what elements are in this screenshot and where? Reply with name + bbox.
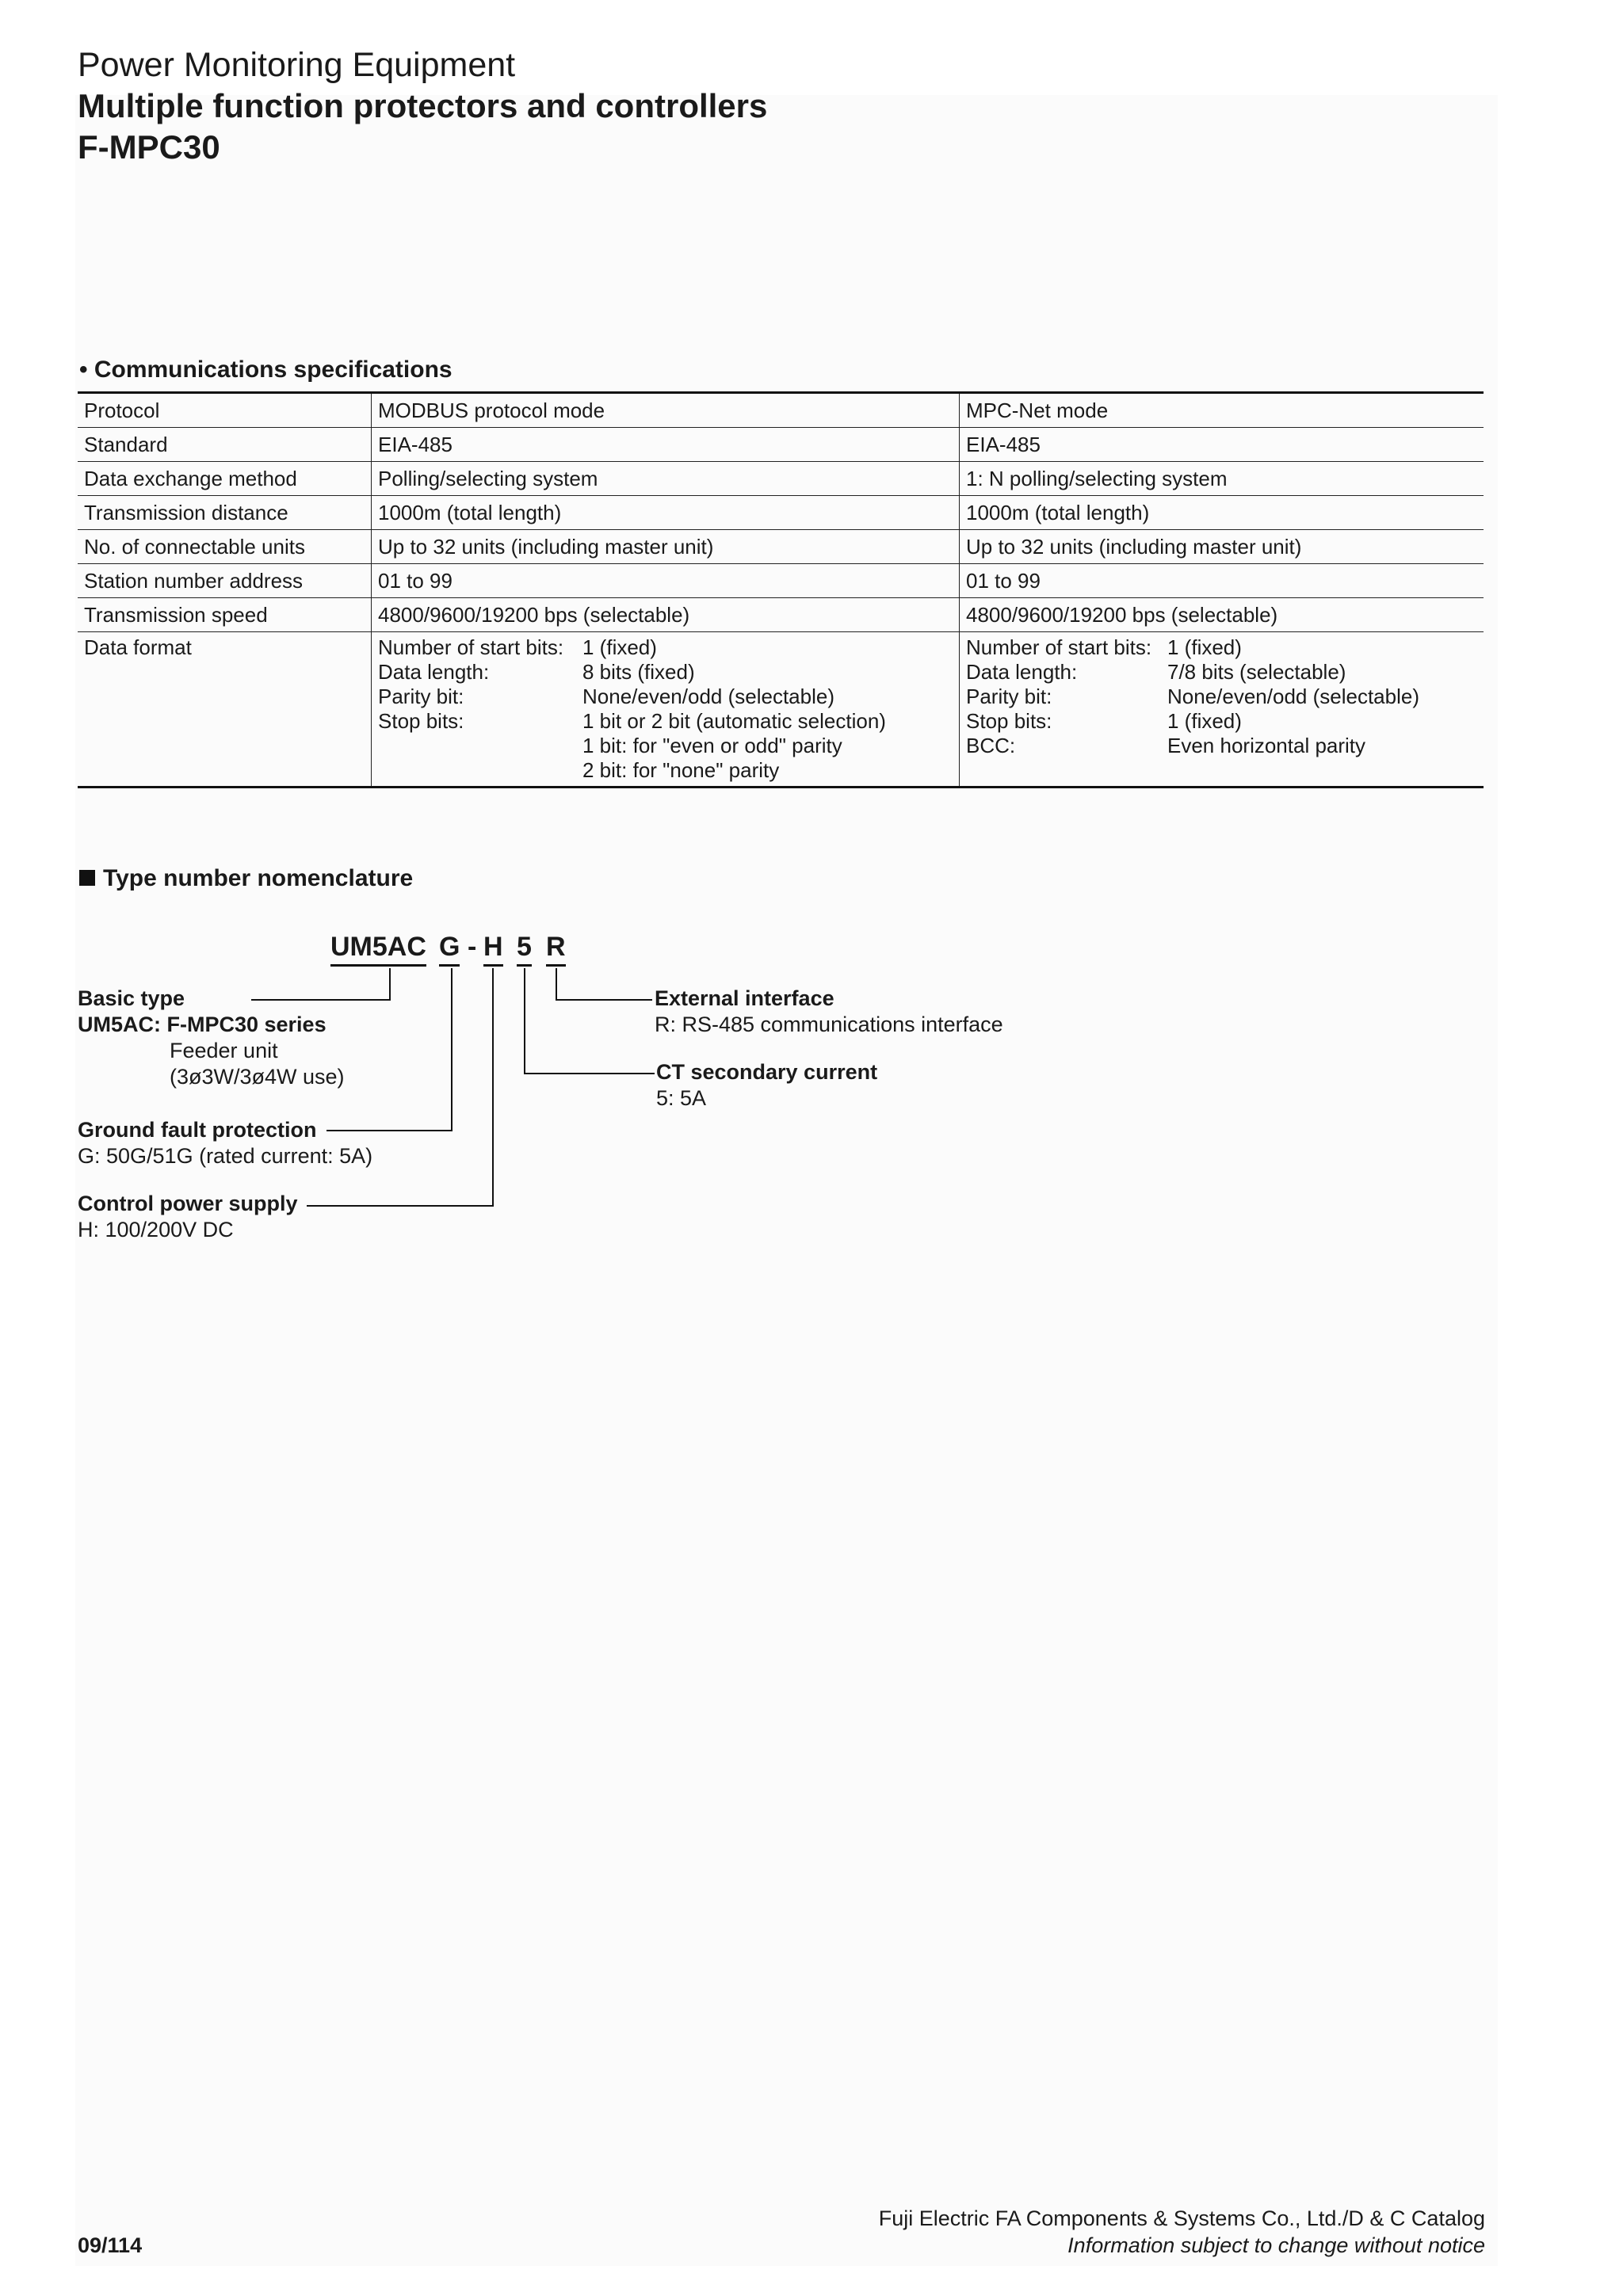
spec-label: Protocol [78, 393, 372, 428]
catalog-company: Fuji Electric FA Components & Systems Co., Ltd./D & C Catalog [878, 2206, 1485, 2230]
basic-type-series: UM5AC: F-MPC30 series [78, 1013, 327, 1036]
format-value: 1 bit or 2 bit (automatic selection) [582, 709, 886, 733]
ct-secondary-connector [525, 968, 655, 1074]
format-key: Parity bit: [966, 685, 1052, 708]
spec-label: Transmission distance [78, 496, 372, 530]
spec-mpc-value: 4800/9600/19200 bps (selectable) [960, 598, 1484, 632]
format-value: 2 bit: for "none" parity [582, 758, 780, 782]
nomenclature-title-text: Type number nomenclature [103, 865, 414, 891]
format-value: Even horizontal parity [1167, 734, 1366, 757]
spec-label: Transmission speed [78, 598, 372, 632]
format-key: Number of start bits: [378, 635, 564, 659]
spec-modbus-value: EIA-485 [372, 428, 960, 462]
basic-type-feeder: Feeder unit [170, 1039, 278, 1062]
external-interface-connector [556, 968, 652, 1000]
format-value: 8 bits (fixed) [582, 660, 695, 684]
format-key: Data length: [966, 660, 1078, 684]
ct-secondary-desc: 5: 5A [656, 1086, 707, 1110]
format-value: 1 (fixed) [1167, 709, 1242, 733]
ground-fault-title: Ground fault protection [78, 1118, 317, 1142]
spec-mpc-value: 1000m (total length) [960, 496, 1484, 530]
format-key: Data length: [378, 660, 490, 684]
format-value: None/even/odd (selectable) [1167, 685, 1419, 708]
spec-modbus-value: 01 to 99 [372, 564, 960, 598]
code-r: R [546, 931, 566, 967]
product-model-title: F-MPC30 [78, 128, 220, 166]
category-title: Power Monitoring Equipment [78, 46, 516, 84]
format-value: 1 (fixed) [1167, 635, 1242, 659]
spec-label: No. of connectable units [78, 530, 372, 564]
spec-mpc-value: MPC-Net mode [960, 393, 1484, 428]
format-key: Stop bits: [966, 709, 1052, 733]
external-interface-desc: R: RS-485 communications interface [655, 1013, 1003, 1036]
spec-label: Data format [84, 635, 192, 659]
spec-label: Data exchange method [78, 462, 372, 496]
format-key: Parity bit: [378, 685, 464, 708]
ct-secondary-title: CT secondary current [656, 1060, 878, 1084]
spec-modbus-value: 4800/9600/19200 bps (selectable) [372, 598, 960, 632]
page-number: 09/114 [78, 2233, 143, 2257]
external-interface-title: External interface [655, 986, 834, 1010]
code-base: UM5AC [330, 931, 426, 967]
code-dash: - [468, 932, 477, 962]
spec-modbus-value: MODBUS protocol mode [372, 393, 960, 428]
spec-label: Station number address [78, 564, 372, 598]
format-value: 1 (fixed) [582, 635, 657, 659]
format-value: 7/8 bits (selectable) [1167, 660, 1346, 684]
spec-mpc-value: EIA-485 [960, 428, 1484, 462]
spec-mpc-value: 1: N polling/selecting system [960, 462, 1484, 496]
spec-mpc-value: Up to 32 units (including master unit) [960, 530, 1484, 564]
comm-specs-heading: • Communications specifications [79, 357, 453, 383]
format-value: 1 bit: for "even or odd" parity [582, 734, 842, 757]
format-key: Number of start bits: [966, 635, 1152, 659]
code-g: G [439, 931, 460, 967]
code-5: 5 [517, 931, 532, 967]
format-key: BCC: [966, 734, 1016, 757]
ground-fault-desc: G: 50G/51G (rated current: 5A) [78, 1144, 373, 1168]
spec-modbus-value: Polling/selecting system [372, 462, 960, 496]
spec-label: Standard [78, 428, 372, 462]
basic-type-title: Basic type [78, 986, 185, 1010]
format-value: None/even/odd (selectable) [582, 685, 834, 708]
basic-type-connector [251, 968, 390, 1000]
spec-modbus-value: 1000m (total length) [372, 496, 960, 530]
spec-modbus-value: Up to 32 units (including master unit) [372, 530, 960, 564]
basic-type-use: (3ø3W/3ø4W use) [170, 1065, 345, 1089]
change-notice: Information subject to change without notice [1067, 2233, 1485, 2257]
code-h: H [483, 931, 503, 967]
control-power-title: Control power supply [78, 1192, 298, 1215]
control-power-desc: H: 100/200V DC [78, 1218, 234, 1241]
product-family-title: Multiple function protectors and controllers [78, 87, 768, 124]
spec-mpc-value: 01 to 99 [960, 564, 1484, 598]
format-key: Stop bits: [378, 709, 464, 733]
